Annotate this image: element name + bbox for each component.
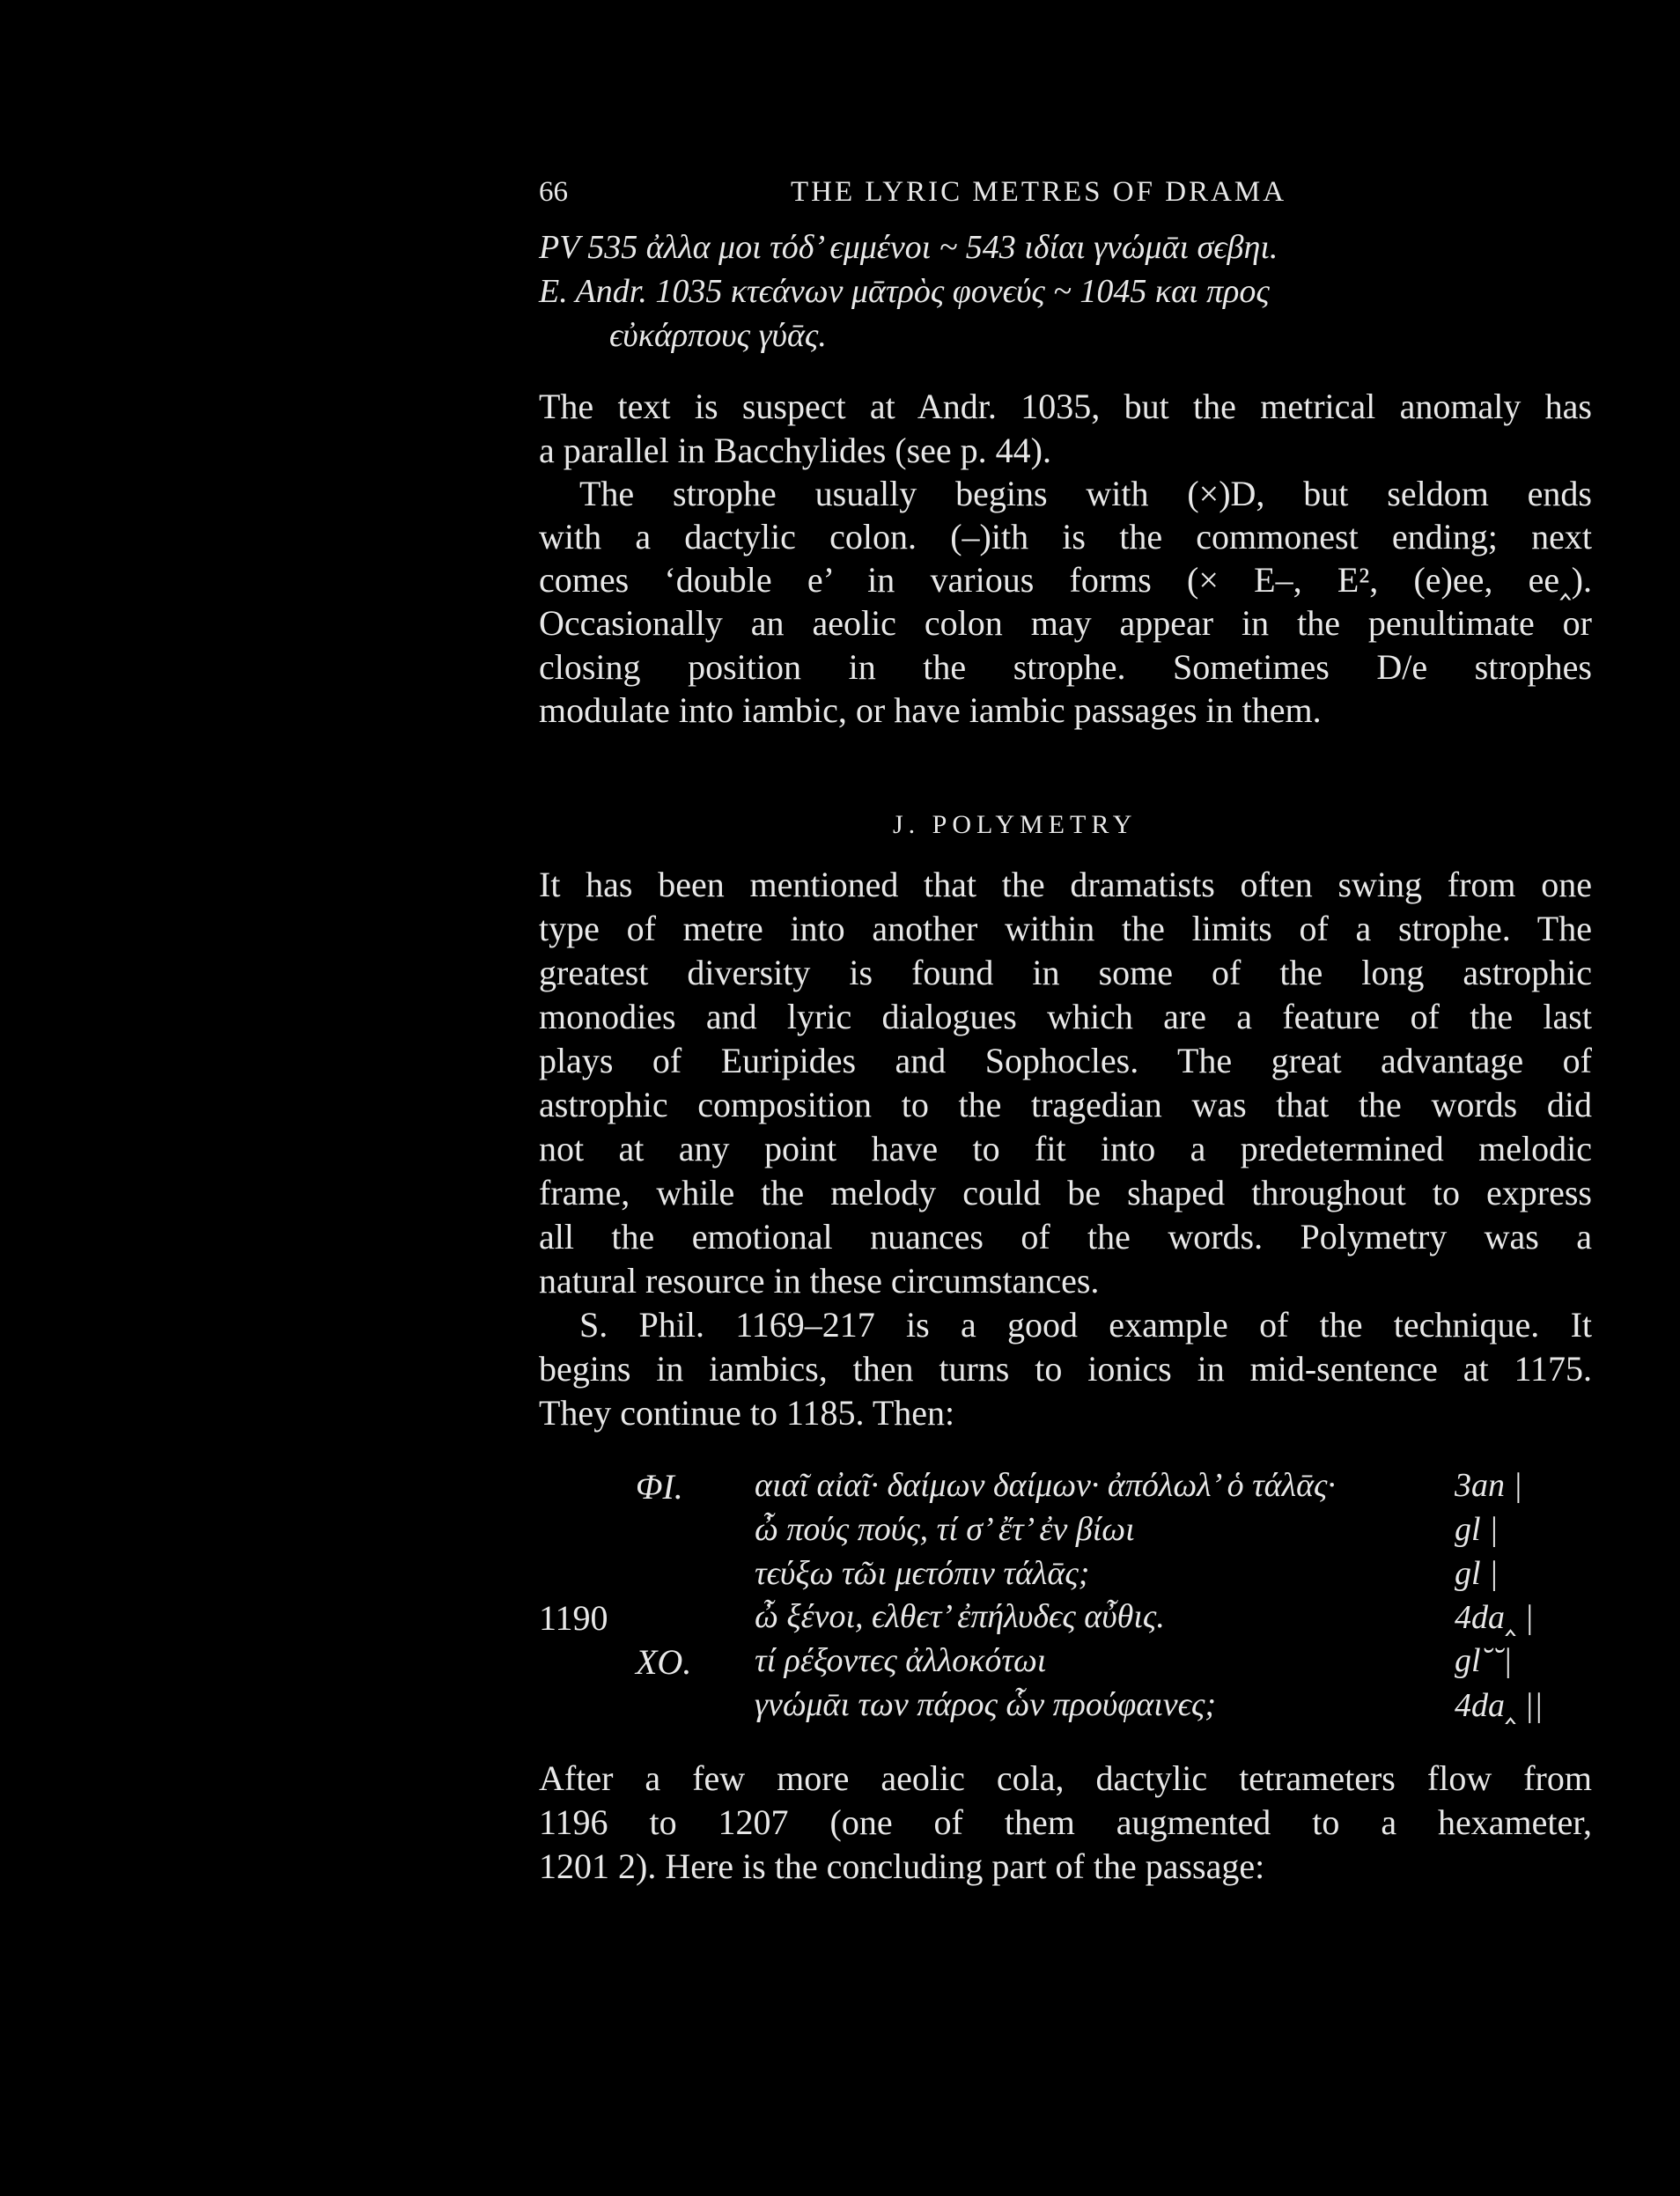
verse-text: γνώμᾱι των πάρος ὧν προύφαινϵς;: [755, 1686, 1217, 1723]
verse-text: τί ρέξοντϵς ἀλλοκότωι: [755, 1642, 1047, 1679]
page-number: 66: [539, 176, 568, 208]
body-text-line: The text is suspect at Andr. 1035, but the metrical anomaly has: [539, 387, 1592, 426]
running-title: THE LYRIC METRES OF DRAMA: [791, 176, 1287, 208]
body-text-line: After a few more aeolic cola, dactylic tetrameters flow from: [539, 1758, 1592, 1798]
citation-line: E. Andr. 1035 κτϵάνων μᾱτρὸς φονϵύς ~ 1045 και προς: [539, 273, 1270, 310]
citation-line: ϵὐκάρπους γύᾱς.: [609, 317, 827, 354]
body-text-line: frame, while the melody could be shaped throughout to express: [539, 1173, 1592, 1212]
metre-notation: gl˘˘|: [1455, 1642, 1513, 1679]
section-heading: J. POLYMETRY: [893, 810, 1138, 839]
body-text-line: modulate into iambic, or have iambic passages in them.: [539, 690, 1322, 730]
verse-text: αιαῖ αἰαῖ· δαίμων δαίμων· ἀπόλωλ’ ὁ τάλᾱς·: [755, 1467, 1336, 1504]
speaker-label: ΦΙ.: [636, 1467, 683, 1507]
verse-text: ὦ ξένοι, ϵλθϵτ’ ἐπήλυδϵς αὖθις.: [755, 1598, 1165, 1635]
body-text-line: They continue to 1185. Then:: [539, 1393, 955, 1433]
metre-notation: gl |: [1455, 1511, 1499, 1548]
body-text-line: It has been mentioned that the dramatists often swing from one: [539, 865, 1592, 904]
body-text-line: 1196 to 1207 (one of them augmented to a hexameter,: [539, 1802, 1592, 1842]
body-text-line: natural resource in these circumstances.: [539, 1261, 1100, 1301]
body-text-line: closing position in the strophe. Sometimes D/e strophes: [539, 647, 1592, 687]
body-text-line: not at any point have to fit into a predetermined melodic: [539, 1129, 1592, 1168]
body-text-line: a parallel in Bacchylides (see p. 44).: [539, 431, 1051, 470]
body-text-line: Occasionally an aeolic colon may appear in the penultimate or: [539, 603, 1592, 643]
body-text-line: The strophe usually begins with (×)D, but seldom ends: [579, 474, 1592, 513]
body-text-line: 1201 2). Here is the concluding part of the passage:: [539, 1846, 1265, 1886]
body-text-line: begins in iambics, then turns to ionics in mid-sentence at 1175.: [539, 1349, 1592, 1389]
body-text-line: monodies and lyric dialogues which are a feature of the last: [539, 997, 1592, 1036]
body-text-line: S. Phil. 1169–217 is a good example of the technique. It: [579, 1305, 1592, 1345]
metre-notation: 3an |: [1455, 1467, 1522, 1504]
body-text-line: with a dactylic colon. (–)ith is the commonest ending; next: [539, 517, 1592, 556]
verse-text: ὦ πούς πούς, τί σ’ ἔτ’ ἐν βίωι: [755, 1511, 1135, 1548]
citation-line: PV 535 ἀλλα μοι τόδ’ ϵμμένοι ~ 543 ιδίαι γνώμᾱι σϵβηι.: [539, 229, 1278, 266]
speaker-label: ΧΟ.: [636, 1642, 692, 1682]
body-text-line: type of metre into another within the limits of a strophe. The: [539, 909, 1592, 948]
body-text-line: plays of Euripides and Sophocles. The great advantage of: [539, 1041, 1592, 1080]
metre-notation: 4da‸ |: [1455, 1599, 1534, 1636]
metre-notation: 4da‸ ||: [1455, 1687, 1544, 1724]
body-text-line: astrophic composition to the tragedian was that the words did: [539, 1085, 1592, 1124]
verse-text: τϵύξω τῶι μϵτόπιν τάλᾱς;: [755, 1555, 1090, 1592]
metre-notation: gl |: [1455, 1555, 1499, 1592]
body-text-line: all the emotional nuances of the words. Polymetry was a: [539, 1217, 1592, 1256]
body-text-line: comes ‘double e’ in various forms (× E–, E², (e)ee, ee‸).: [539, 560, 1592, 600]
line-number: 1190: [539, 1598, 608, 1638]
body-text-line: greatest diversity is found in some of the long astrophic: [539, 953, 1592, 992]
